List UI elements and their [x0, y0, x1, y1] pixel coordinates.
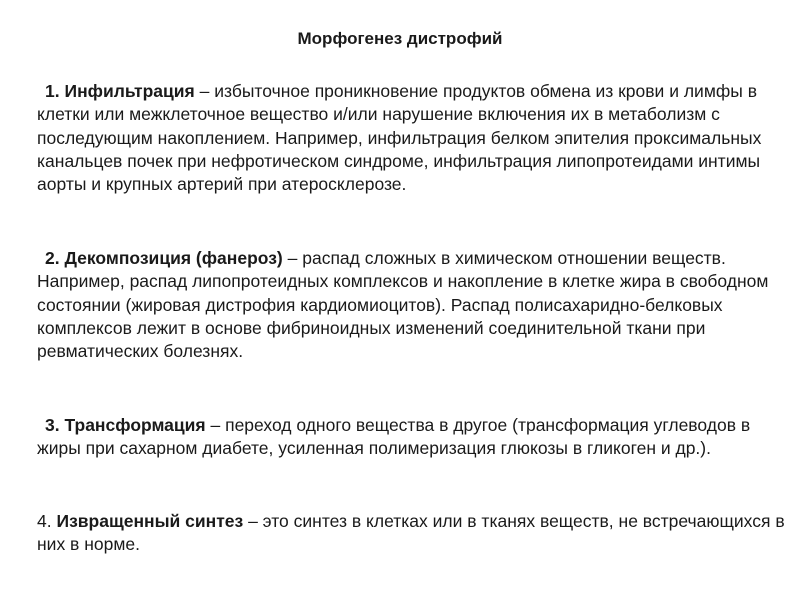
paragraph-text: – избыточное проникновение продуктов обмена из крови и лимфы в клетки или межклеточное вещество и/или нарушение включения их в метаболизм с последующим накоплением. Например, инфильтрация белком эпителия проксимальных канальцев почек при нефротическом синдроме, инфильтрация липопротеидами интимы аорты и крупных артерий при атеросклерозе.: [37, 81, 762, 195]
paragraph-decomposition: [37, 247, 789, 363]
paragraph-number: 4.: [37, 511, 52, 531]
paragraph-term: Декомпозиция (фанероз): [64, 248, 283, 268]
paragraph-number: 1.: [45, 81, 60, 101]
paragraph-infiltration: [37, 80, 789, 196]
page-title: Морфогенез дистрофий: [297, 29, 503, 48]
paragraph-term: Трансформация: [64, 415, 206, 435]
paragraph-term: Инфильтрация: [64, 81, 195, 101]
paragraph-transformation: [37, 414, 789, 461]
paragraph-text: – распад сложных в химическом отношении веществ. Например, распад липопротеидных комплексов и накопление в клетке жира в свободном состоянии (жировая дистрофия кардиомиоцитов). Распад полисахаридно-белковых комплексов лежит в основе фибриноидных изменений соединительной ткани при ревматических болезнях.: [37, 248, 769, 362]
paragraph-perverted-synthesis: [37, 510, 789, 557]
paragraph-number: 2.: [45, 248, 60, 268]
paragraph-term: Извращенный синтез: [56, 511, 244, 531]
paragraph-text: – переход одного вещества в другое (трансформация углеводов в жиры при сахарном диабете, усиленная полимеризация глюкозы в гликоген и др.).: [37, 415, 751, 459]
paragraph-text: – это синтез в клетках или в тканях веществ, не встречающихся в них в норме.: [37, 511, 785, 555]
paragraph-number: 3.: [45, 415, 60, 435]
